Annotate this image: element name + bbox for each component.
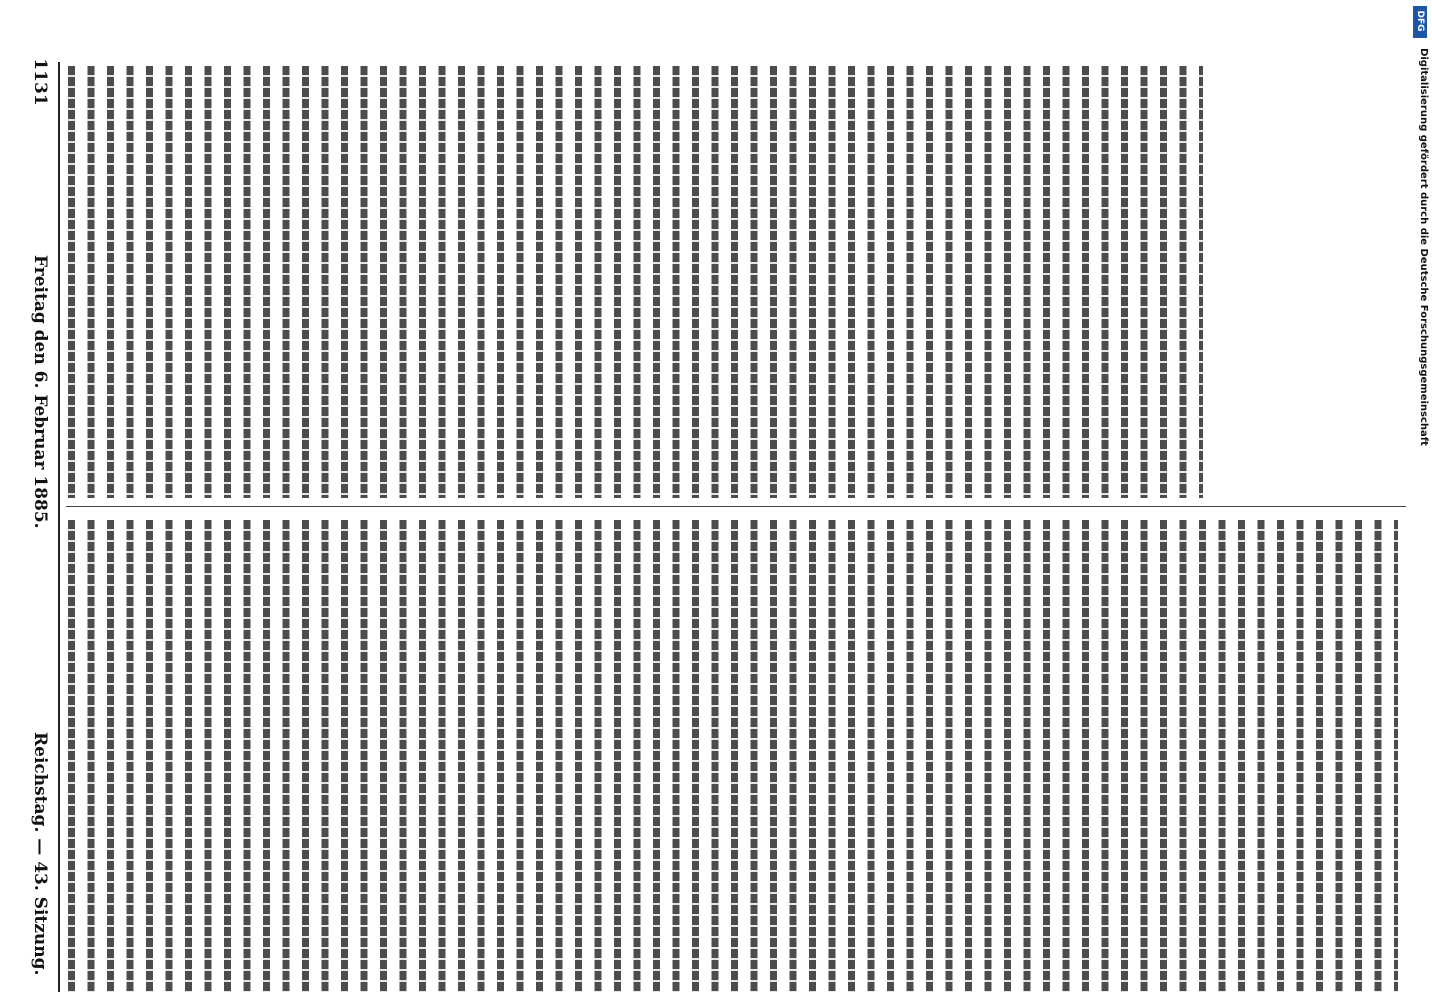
digitization-credit: Digitalisierung gefördert durch die Deutsche Forschungsgemeinschaft	[1418, 48, 1429, 446]
header-rule	[58, 62, 60, 992]
page-number: 1131	[30, 58, 50, 106]
column-divider	[66, 506, 1406, 507]
column-end-space	[1203, 66, 1398, 498]
text-column-right	[68, 66, 1203, 498]
text-column-left	[68, 520, 1398, 992]
header-date: Freitag den 6. Februar 1885.	[30, 255, 50, 529]
header-left: Reichstag. — 43. Sitzung.	[30, 732, 50, 976]
dfg-logo: DFG	[1413, 6, 1427, 38]
